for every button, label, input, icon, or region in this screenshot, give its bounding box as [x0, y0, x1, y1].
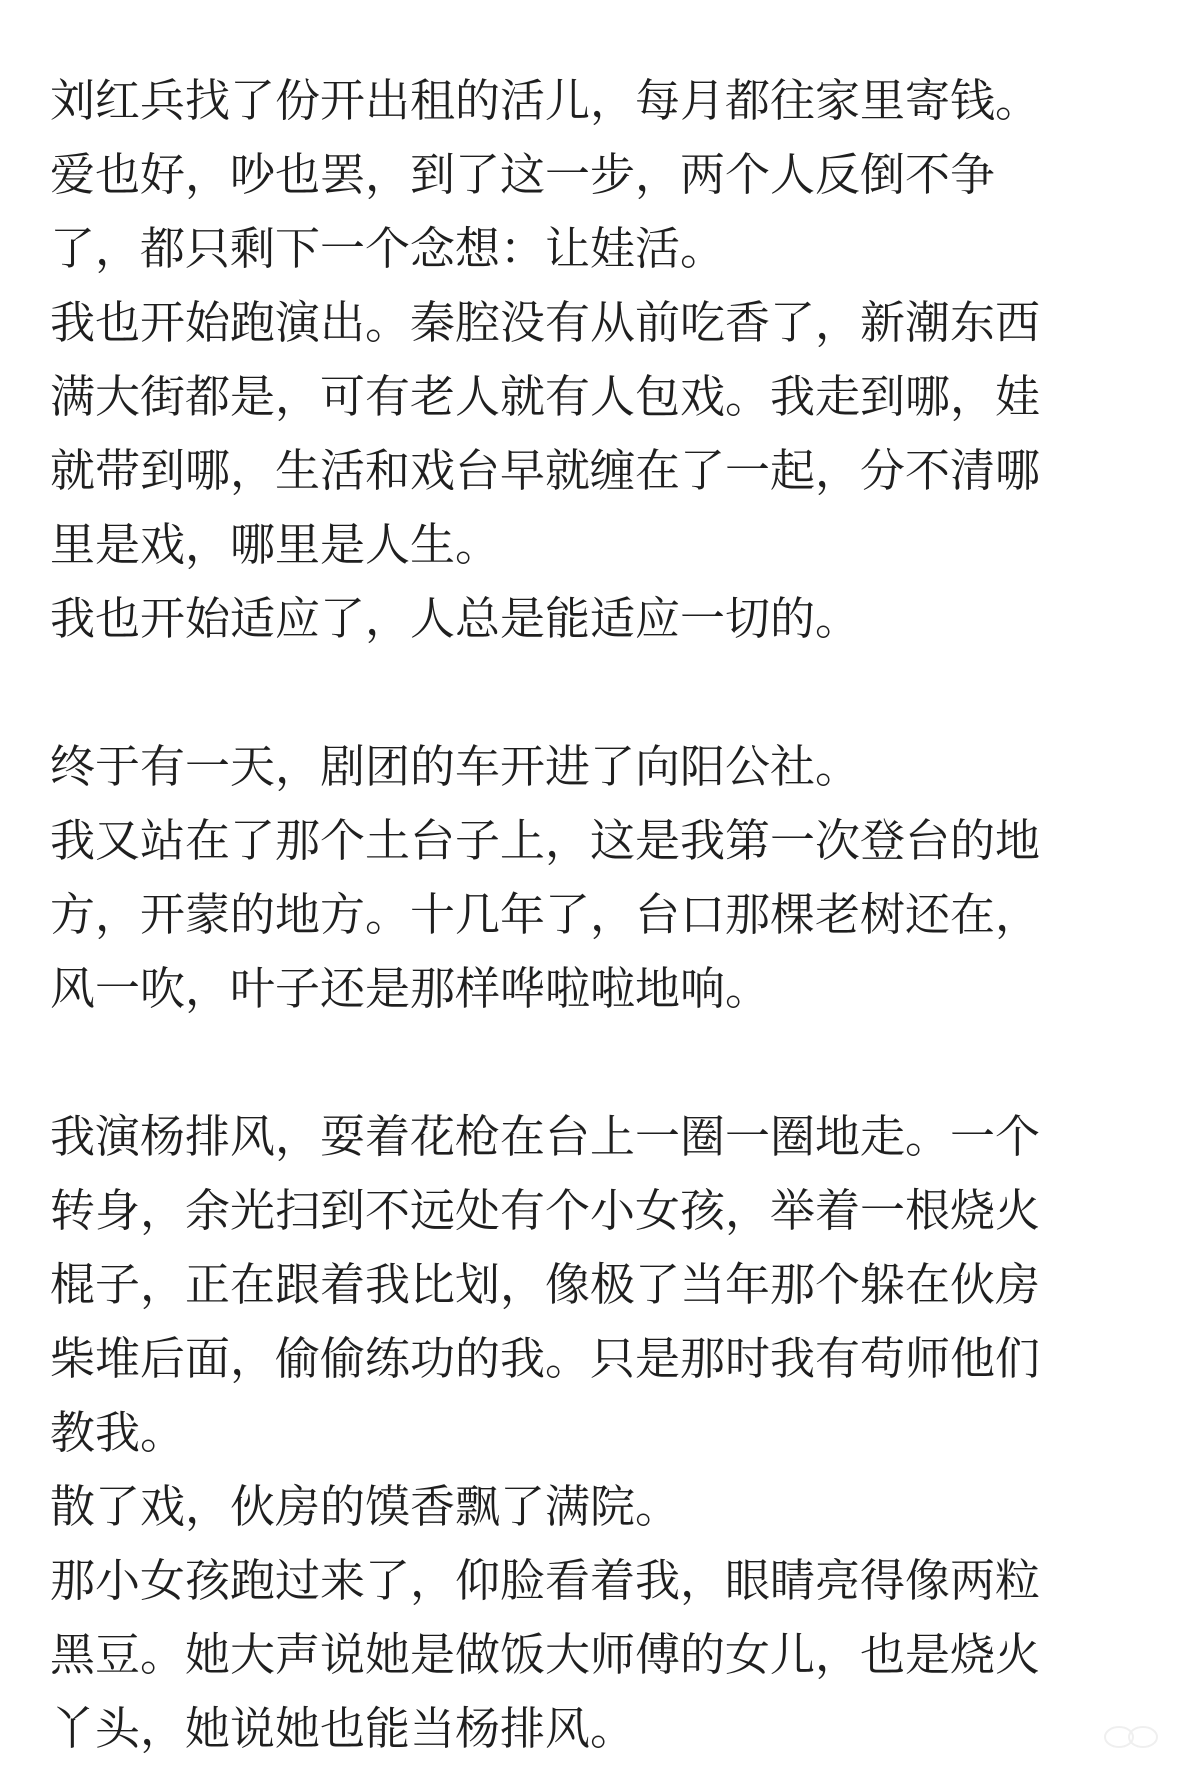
text-line: 我也开始适应了，人总是能适应一切的。	[50, 592, 861, 645]
text-line: 就带到哪，生活和戏台早就缠在了一起，分不清哪	[50, 444, 1041, 497]
text-line: 爱也好，吵也罢，到了这一步，两个人反倒不争	[50, 148, 996, 201]
blank-line	[50, 656, 1140, 730]
text-line: 棍子，正在跟着我比划，像极了当年那个躲在伙房	[50, 1258, 1041, 1311]
story-text	[50, 64, 1140, 1766]
text-line: 我演杨排风，耍着花枪在台上一圈一圈地走。一个	[50, 1110, 1041, 1163]
text-line: 教我。	[50, 1406, 186, 1459]
text-line: 丫头，她说她也能当杨排风。	[50, 1702, 636, 1755]
watermark-mark	[1099, 1715, 1165, 1755]
text-line: 满大街都是，可有老人就有人包戏。我走到哪，娃	[50, 370, 1041, 423]
text-line: 刘红兵找了份开出租的活儿，每月都往家里寄钱。	[50, 74, 1041, 127]
text-line: 散了戏，伙房的馍香飘了满院。	[50, 1480, 681, 1533]
text-line: 风一吹，叶子还是那样哗啦啦地响。	[50, 962, 771, 1015]
text-line: 了，都只剩下一个念想：让娃活。	[50, 222, 726, 275]
text-line: 终于有一天，剧团的车开进了向阳公社。	[50, 740, 861, 793]
text-line: 转身，余光扫到不远处有个小女孩，举着一根烧火	[50, 1184, 1041, 1237]
text-line: 我又站在了那个土台子上，这是我第一次登台的地	[50, 814, 1041, 867]
text-line: 那小女孩跑过来了，仰脸看着我，眼睛亮得像两粒	[50, 1554, 1041, 1607]
text-line: 方，开蒙的地方。十几年了，台口那棵老树还在，	[50, 888, 1041, 941]
text-line: 里是戏，哪里是人生。	[50, 518, 501, 571]
text-line: 柴堆后面，偷偷练功的我。只是那时我有苟师他们	[50, 1332, 1041, 1385]
text-line: 黑豆。她大声说她是做饭大师傅的女儿，也是烧火	[50, 1628, 1041, 1681]
watermark-icon	[1099, 1715, 1165, 1755]
blank-line	[50, 1026, 1140, 1100]
text-line: 我也开始跑演出。秦腔没有从前吃香了，新潮东西	[50, 296, 1041, 349]
